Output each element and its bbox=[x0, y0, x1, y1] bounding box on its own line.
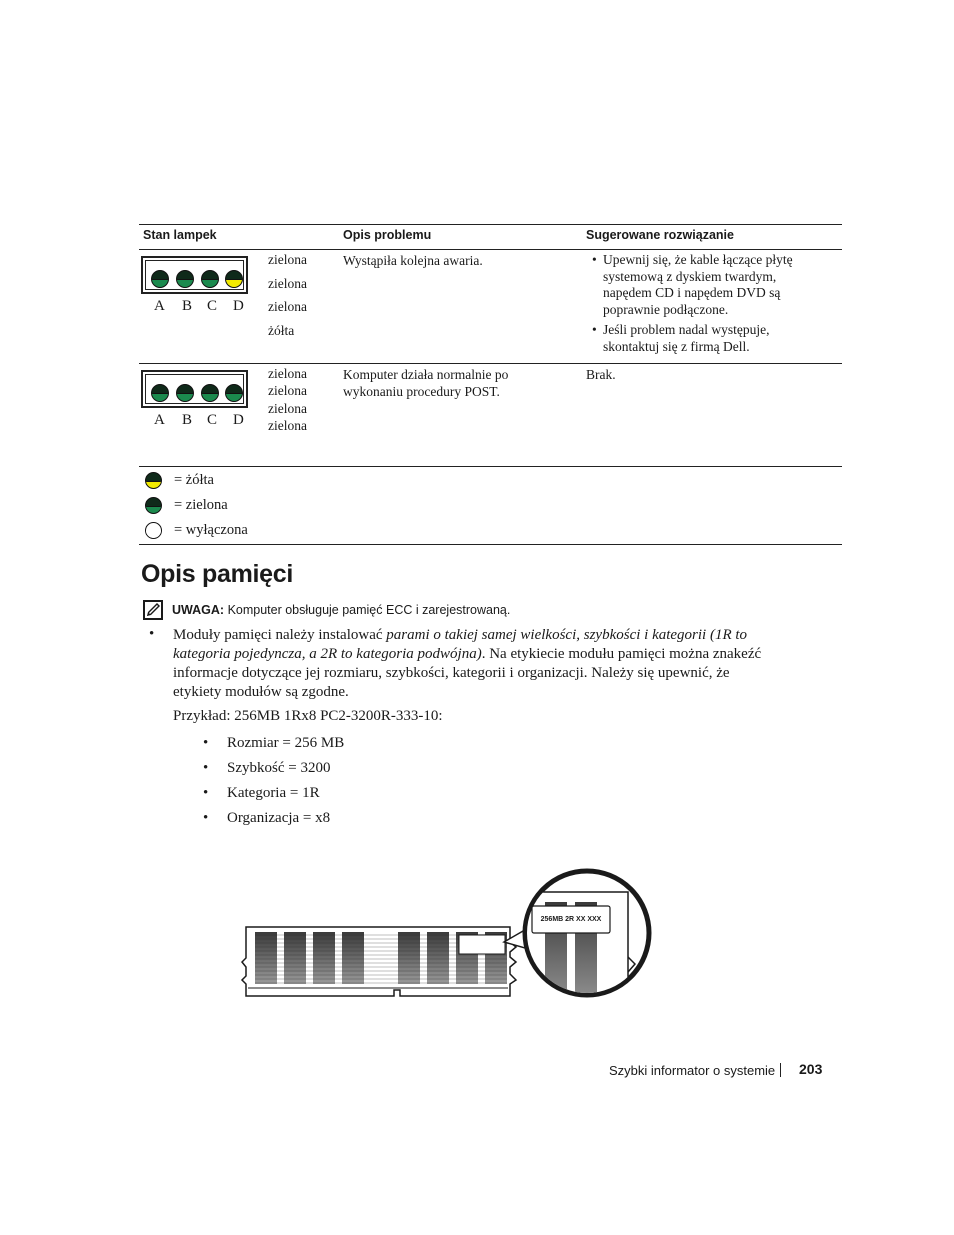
note-text: Komputer obsługuje pamięć ECC i zarejestrowaną. bbox=[227, 603, 511, 617]
led-status: zielona bbox=[268, 383, 307, 398]
memory-paragraph bbox=[173, 626, 763, 702]
note-label: UWAGA: bbox=[172, 603, 225, 617]
legend-label: = wyłączona bbox=[174, 522, 248, 538]
led-a-icon bbox=[151, 384, 169, 402]
led-a-icon bbox=[151, 270, 169, 288]
para-italic: parami o takiej samej wielkości, szybkości i kategorii (1R to kategoria pojedyncza, a 2R to kategoria podwójna) bbox=[173, 627, 748, 662]
off-led-icon bbox=[145, 522, 162, 539]
solution-item: • Jeśli problem nadal występuje, skontaktuj się z firmą Dell. bbox=[589, 322, 814, 355]
page-number: 203 bbox=[799, 1061, 823, 1077]
legend-label: = zielona bbox=[174, 497, 228, 513]
legend-label: = żółta bbox=[174, 472, 214, 488]
led-letter: A bbox=[154, 298, 165, 314]
problem-text: Komputer działa normalnie po wykonaniu procedury POST. bbox=[343, 367, 509, 399]
diagnostic-led-panel bbox=[141, 370, 248, 408]
problem-text: Wystąpiła kolejna awaria. bbox=[343, 253, 483, 268]
list-item-text: Szybkość = 3200 bbox=[227, 760, 331, 776]
module-label-text: 256MB 2R XX XXX bbox=[540, 916, 602, 923]
header-led-status: Stan lampek bbox=[143, 228, 217, 242]
led-d-icon bbox=[225, 270, 243, 288]
led-b-icon bbox=[176, 384, 194, 402]
led-status: zielona bbox=[268, 299, 307, 314]
led-letter: A bbox=[154, 412, 165, 428]
solution-item: • Upewnij się, że kable łączące płytę systemową z dyskiem twardym, napędem CD i napędem DVD są poprawnie podłączone. bbox=[589, 252, 814, 318]
row-rule bbox=[139, 363, 842, 364]
module-label-area bbox=[459, 935, 505, 954]
led-status: żółta bbox=[268, 323, 295, 338]
list-item-text: Organizacja = x8 bbox=[227, 810, 331, 826]
header-solution: Sugerowane rozwiązanie bbox=[586, 228, 734, 242]
bullet-icon: • bbox=[149, 626, 155, 642]
list-item-text: Kategoria = 1R bbox=[227, 785, 320, 801]
footer-title: Szybki informator o systemie bbox=[609, 1063, 776, 1078]
led-letter: C bbox=[207, 412, 218, 428]
row-rule bbox=[139, 466, 842, 467]
header-rule bbox=[139, 249, 842, 250]
memory-module-illustration bbox=[240, 862, 660, 1037]
led-b-icon bbox=[176, 270, 194, 288]
header-problem: Opis problemu bbox=[343, 228, 432, 242]
note bbox=[172, 603, 510, 617]
solution-text: Brak. bbox=[586, 367, 616, 382]
led-status: zielona bbox=[268, 276, 307, 291]
para-start: Moduły pamięci należy instalować bbox=[173, 627, 387, 643]
led-letter: D bbox=[233, 298, 244, 314]
led-status: zielona bbox=[268, 418, 307, 433]
section-title: Opis pamięci bbox=[141, 560, 294, 588]
led-d-icon bbox=[225, 384, 243, 402]
green-led-icon bbox=[145, 497, 162, 514]
led-letter: B bbox=[182, 412, 193, 428]
led-letter: C bbox=[207, 298, 218, 314]
led-c-icon bbox=[201, 384, 219, 402]
led-letter: B bbox=[182, 298, 193, 314]
pencil-note-icon bbox=[143, 600, 163, 620]
solution-list bbox=[589, 252, 814, 359]
yellow-led-icon bbox=[145, 472, 162, 489]
diagnostic-led-panel bbox=[141, 256, 248, 294]
para-end: . Na etykiecie modułu pamięci można znakeźć informacje dotyczące jej rozmiaru, szybkości, kategorii i organizacji. Należy się upewnić, że etykiety modułów są zgodne. bbox=[173, 646, 762, 700]
led-status: zielona bbox=[268, 401, 307, 416]
footer-separator bbox=[780, 1063, 781, 1077]
list-item-text: Rozmiar = 256 MB bbox=[227, 735, 345, 751]
example-text: Przykład: 256MB 1Rx8 PC2-3200R-333-10: bbox=[173, 708, 443, 724]
led-status: zielona bbox=[268, 252, 307, 267]
led-c-icon bbox=[201, 270, 219, 288]
table-bottom-rule bbox=[139, 544, 842, 545]
table-top-rule bbox=[139, 224, 842, 225]
led-letter: D bbox=[233, 412, 244, 428]
led-status: zielona bbox=[268, 366, 307, 381]
